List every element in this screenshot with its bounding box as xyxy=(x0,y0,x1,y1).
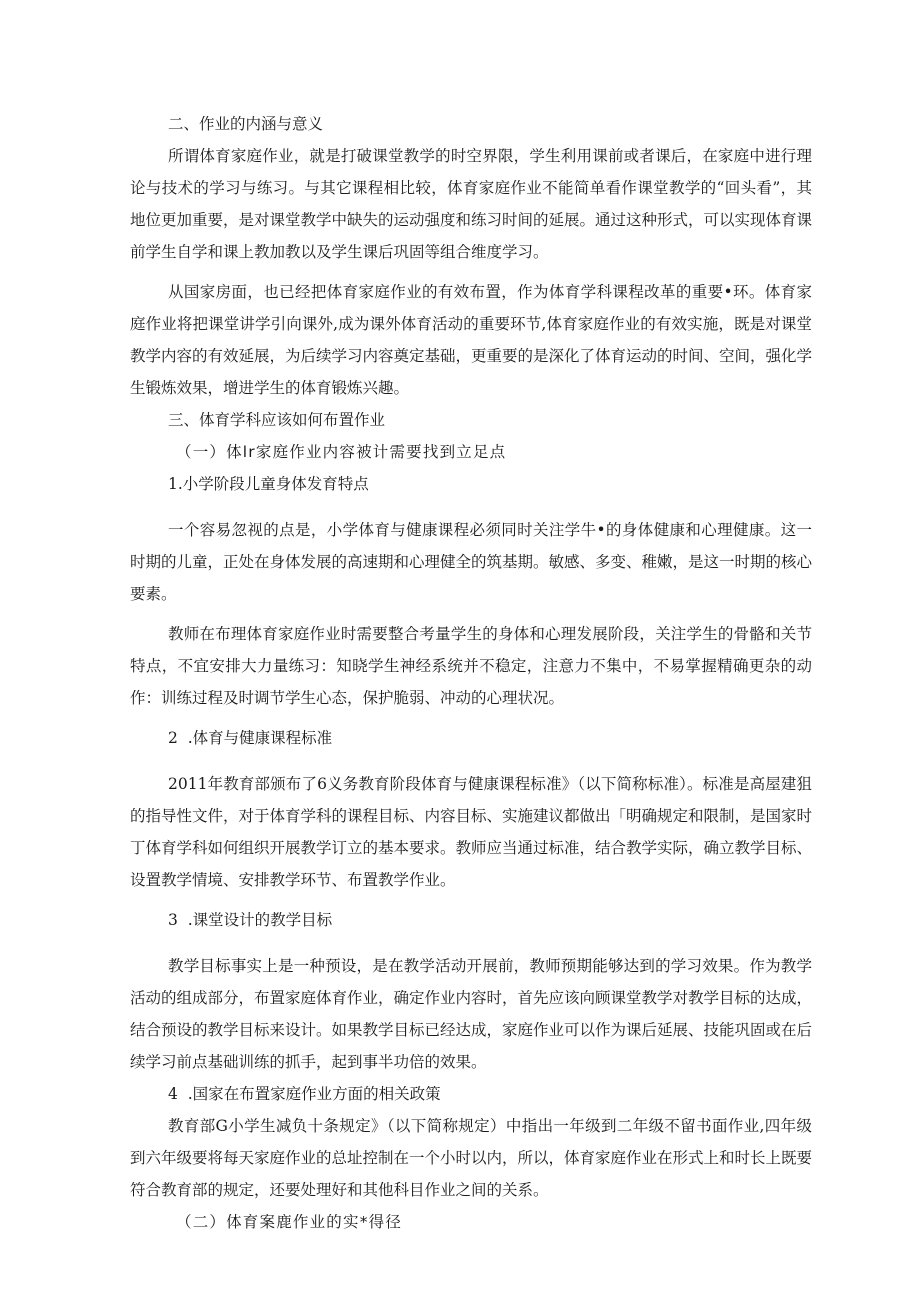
paragraph: 教育部G小学生减负十条规定》（以下简称规定）中指出一年级到二年级不留书面作业,四年级到六年级要将每天家庭作业的总址控制在一个小时以内，所以，体育家庭作业在形式上和时长上既要符合教育部的规定，还要处理好和其他科目作业之间的关系。 xyxy=(130,1117,813,1199)
document-page xyxy=(130,108,812,1238)
paragraph: 教学目标事实上是一种预设，是在教学活动开展前，教师预期能够达到的学习效果。作为教学活动的组成部分，布置家庭体育作业，确定作业内容时，首先应该向顾课堂教学对教学目标的达成，结合预设的教学目标来设计。如果教学目标已经达成，家庭作业可以作为课后延展、技能巩固或在后续学习前点基础训练的抓手，起到事半功倍的效果。 xyxy=(130,957,813,1071)
paragraph: 一个容易忽视的点是，小学体育与健康课程必须同时关注学牛•的身体健康和心理健康。这一时期的儿童，正处在身体发展的高速期和心理健全的筑基期。敏感、多变、稚嫩，是这一时期的核心要素。 xyxy=(130,521,813,603)
section-heading-2: 二、作业的内涵与意义 xyxy=(168,115,324,133)
item-heading-4: 4 .国家在布置家庭作业方面的相关政策 xyxy=(168,1085,441,1103)
paragraph: 所谓体育家庭作业，就是打破课堂教学的时空界限，学生利用课前或者课后，在家庭中进行理论与技术的学习与练习。与其它课程相比较，体育家庭作业不能简单看作课堂教学的“回头看”，其地位更加重要，是对课堂教学中缺失的运动强度和练习时间的延展。通过这种形式，可以实现体育课前学生自学和课上教加教以及学生课后巩固等组合维度学习。 xyxy=(130,147,813,261)
paragraph: 从国家房面，也已经把体育家庭作业的有效布置，作为体育学科课程改革的重要•环。体育家庭作业将把课堂讲学引向课外,成为课外体育活动的重要环节,体育家庭作业的有效实施，既是对课堂教学内容的有效延展，为后续学习内容奠定基础，更重要的是深化了体育运动的时间、空间，强化学生锻炼效果，增进学生的体育锻炼兴趣。 xyxy=(130,283,813,397)
paragraph: 2011年教育部颁布了6义务教育阶段体育与健康课程标准》（以下简称标准）。标准是高屋建狙的指导性文件，对于体育学科的课程目标、内容目标、实施建议都做出「明确规定和限制，是国家时丁体育学科如何组织开展教学订立的基本要求。教师应当通过标准，结合教学实际，确立教学目标、设置教学情境、安排教学环节、布置教学作业。 xyxy=(130,775,813,889)
item-heading-2: 2 .体育与健康课程标准 xyxy=(168,729,333,747)
item-heading-1: 1.小学阶段儿童身体发育特点 xyxy=(168,475,369,493)
subsection-heading: （一）体lr家庭作业内容被计需要找到立足点 xyxy=(176,443,507,461)
paragraph: 教师在布理体育家庭作业时需要整合考量学生的身体和心理发展阶段，关注学生的骨骼和关节特点，不宜安排大力量练习：知晓学生神经系统并不稳定，注意力不集中，不易掌握精确更杂的动作：训练过程及时调节学生心态，保护脆弱、冲动的心理状况。 xyxy=(130,625,812,707)
item-heading-3: 3 .课堂设计的教学目标 xyxy=(168,911,333,929)
section-heading-3: 三、体育学科应该如何布置作业 xyxy=(168,411,386,429)
subsection-heading: （二）体育案鹿作业的实*得径 xyxy=(176,1213,403,1231)
